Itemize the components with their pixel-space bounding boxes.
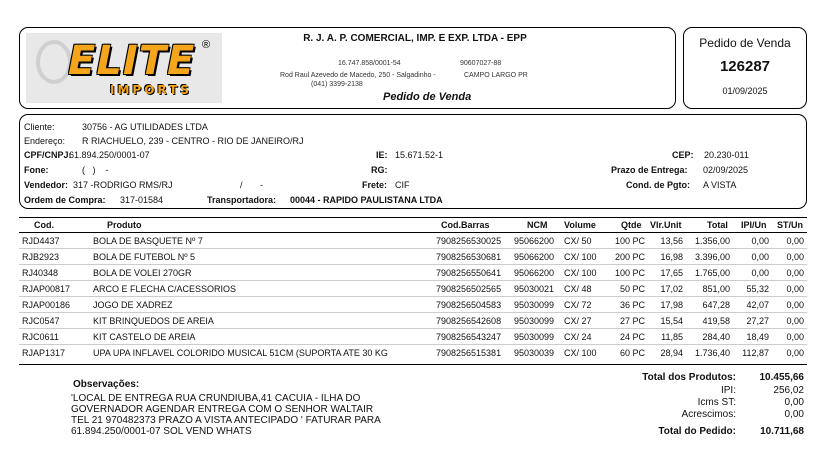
company-ie: 90607027-88 (460, 60, 502, 67)
col-header-produto: Produto (107, 220, 142, 230)
cell-ncm: 95030099 (514, 300, 555, 310)
cell-barras: 7908256543247 (436, 332, 502, 342)
observacoes-line: GOVERNADOR AGENDAR ENTREGA COM O SENHOR WALTAIR (71, 404, 374, 415)
cell-ncm: 95030021 (514, 284, 555, 294)
ie-label: IE: (376, 150, 388, 160)
table-row (20, 265, 806, 281)
company-phone: (041) 3399-2138 (311, 81, 363, 88)
cell-ipi: 18,49 (746, 332, 769, 342)
endereco-value: R RIACHUELO, 239 - CENTRO - RIO DE JANEIRO/RJ (82, 136, 304, 146)
cell-barras: 7908256530025 (436, 236, 502, 246)
row-separator (19, 328, 807, 329)
table-row (20, 281, 806, 297)
transp-label: Transportadora: (207, 195, 277, 205)
observacoes-line: TEL 21 970482373 PRAZO A VISTA ANTECIPADO ' FATURAR PARA (71, 415, 381, 426)
cell-qtde: 60 PC (619, 348, 645, 358)
total-produtos-label: Total dos Produtos: (642, 372, 736, 383)
frete-label: Frete: (362, 180, 388, 190)
cell-ncm: 95066200 (514, 268, 555, 278)
cell-qtde: 200 PC (614, 252, 645, 262)
cell-unit: 13,56 (660, 236, 683, 246)
logo-wordmark: ELITE (68, 38, 196, 84)
cell-volume: CX/ 100 (564, 268, 597, 278)
table-row (20, 249, 806, 265)
row-separator (19, 312, 807, 313)
cell-produto: ARCO E FLECHA C/ACESSORIOS (93, 284, 237, 294)
total-produtos-value: 10.455,66 (759, 372, 804, 383)
cell-total: 1.765,00 (694, 268, 730, 278)
icms-value: 0,00 (784, 397, 804, 408)
row-separator (19, 280, 807, 281)
cell-produto: KIT CASTELO DE AREIA (93, 332, 196, 342)
cell-st: 0,00 (786, 284, 804, 294)
acrescimos-label: Acrescimos: (681, 409, 736, 420)
cell-barras: 7908256530681 (436, 252, 502, 262)
cell-volume: CX/ 27 (564, 316, 592, 326)
observacoes-line: 61.894.250/0001-07 SOL VEND WHATS (71, 426, 252, 437)
cell-ipi: 55,32 (746, 284, 769, 294)
cep-value: 20.230-011 (704, 150, 749, 160)
cell-barras: 7908256515381 (436, 348, 502, 358)
cell-unit: 28,94 (660, 348, 683, 358)
company-city: CAMPO LARGO PR (464, 72, 528, 79)
cell-ipi: 0,00 (751, 236, 769, 246)
order-date: 01/09/2025 (722, 86, 768, 96)
cell-produto: JOGO DE XADREZ (93, 300, 173, 310)
cell-volume: CX/ 72 (564, 300, 592, 310)
col-header-qtde: Qtde (621, 220, 642, 230)
cell-cod: RJAP00186 (22, 300, 71, 310)
table-row (20, 297, 806, 313)
cell-ipi: 0,00 (751, 268, 769, 278)
col-header-unit: Vlr.Unit (650, 220, 682, 230)
cell-cod: RJB2923 (22, 252, 60, 262)
cliente-label: Cliente: (24, 122, 55, 132)
company-address: Rod Raul Azevedo de Macedo, 250 - Salgadinho - (280, 72, 436, 79)
total-pedido-label: Total do Pedido: (658, 426, 736, 437)
col-header-ncm: NCM (527, 220, 548, 230)
endereco-label: Endereço: (24, 136, 66, 146)
cell-volume: CX/ 24 (564, 332, 592, 342)
total-pedido-value: 10.711,68 (760, 426, 804, 437)
cell-barras: 7908256550641 (436, 268, 502, 278)
col-header-barras: Cod.Barras (441, 220, 490, 230)
cell-unit: 15,54 (660, 316, 683, 326)
cell-produto: BOLA DE FUTEBOL Nº 5 (93, 252, 195, 262)
company-name: R. J. A. P. COMERCIAL, IMP. E EXP. LTDA - EPP (303, 33, 527, 44)
cell-total: 1.356,00 (694, 236, 730, 246)
cell-volume: CX/ 50 (564, 236, 592, 246)
vendedor-extra: / - (240, 180, 264, 190)
cell-ncm: 95066200 (514, 236, 555, 246)
cell-total: 284,40 (702, 332, 730, 342)
logo-ring-graphic (36, 40, 72, 84)
cell-barras: 7908256504583 (436, 300, 502, 310)
cell-unit: 17,98 (660, 300, 683, 310)
cell-st: 0,00 (786, 236, 804, 246)
cell-produto: KIT BRINQUEDOS DE AREIA (93, 316, 214, 326)
cell-produto: BOLA DE VOLEI 270GR (93, 268, 192, 278)
observacoes-label: Observações: (73, 379, 140, 390)
vendedor-label: Vendedor: (24, 180, 69, 190)
table-row (20, 345, 806, 361)
cliente-value: 30756 - AG UTILIDADES LTDA (82, 122, 208, 132)
cell-cod: RJAP00817 (22, 284, 71, 294)
frete-value: CIF (395, 180, 410, 190)
col-header-ipi: IPI/Un (741, 220, 767, 230)
cell-ncm: 95066200 (514, 252, 555, 262)
acrescimos-value: 0,00 (784, 409, 804, 420)
col-header-cod: Cod. (34, 220, 54, 230)
cell-total: 851,00 (702, 284, 730, 294)
company-cnpj: 16.747.858/0001-54 (338, 60, 401, 67)
cell-st: 0,00 (786, 332, 804, 342)
ipi-value: 256,02 (773, 385, 804, 396)
transp-value: 00044 - RAPIDO PAULISTANA LTDA (290, 195, 443, 205)
cell-cod: RJC0547 (22, 316, 60, 326)
cell-ncm: 95030099 (514, 332, 555, 342)
prazo-value: 02/09/2025 (703, 165, 749, 175)
rg-label: RG: (371, 165, 388, 175)
col-header-total: Total (707, 220, 728, 230)
cell-produto: BOLA DE BASQUETE Nº 7 (93, 236, 203, 246)
col-header-st: ST/Un (777, 220, 803, 230)
fone-label: Fone: (24, 165, 49, 175)
cpf-label: CPF/CNPJ: (24, 150, 72, 160)
table-row (20, 329, 806, 345)
cell-ipi: 112,87 (742, 348, 769, 358)
company-logo (26, 33, 222, 103)
row-separator (19, 296, 807, 297)
cond-value: A VISTA (703, 180, 737, 190)
cell-unit: 16,98 (660, 252, 683, 262)
cell-unit: 17,02 (660, 284, 683, 294)
cell-ipi: 0,00 (751, 252, 769, 262)
row-separator (19, 248, 807, 249)
cond-label: Cond. de Pgto: (626, 180, 690, 190)
cell-ncm: 95030039 (514, 348, 555, 358)
cell-total: 3.396,00 (694, 252, 730, 262)
cell-st: 0,00 (786, 348, 804, 358)
ipi-label: IPI: (720, 385, 736, 396)
ordem-label: Ordem de Compra: (24, 195, 106, 205)
cell-unit: 17,65 (660, 268, 683, 278)
cell-produto: UPA UPA INFLAVEL COLORIDO MUSICAL 51CM (SUPORTA ATE 30 KG (93, 348, 388, 358)
row-separator (19, 264, 807, 265)
registered-icon: ® (202, 39, 211, 51)
cep-label: CEP: (672, 150, 694, 160)
cell-cod: RJC0611 (22, 332, 59, 342)
cell-volume: CX/ 100 (564, 252, 597, 262)
cell-qtde: 100 PC (614, 268, 645, 278)
order-number: 126287 (719, 58, 771, 75)
cell-ipi: 42,07 (746, 300, 769, 310)
cell-st: 0,00 (786, 316, 804, 326)
cell-cod: RJD4437 (22, 236, 60, 246)
fone-value: ( ) - (82, 165, 109, 175)
cell-volume: CX/ 48 (564, 284, 592, 294)
prazo-label: Prazo de Entrega: (611, 165, 688, 175)
cell-barras: 7908256542608 (436, 316, 502, 326)
icms-label: Icms ST: (697, 397, 736, 408)
observacoes-line: 'LOCAL DE ENTREGA RUA CRUNDIUBA,41 CACUIA - ILHA DO (71, 393, 361, 404)
table-top-line (19, 217, 807, 218)
table-row (20, 313, 806, 329)
cell-cod: RJ40348 (22, 268, 59, 278)
vendedor-value: 317 -RODRIGO RMS/RJ (73, 180, 173, 190)
cell-ncm: 95030099 (514, 316, 555, 326)
order-title: Pedido de Venda (699, 36, 791, 50)
cell-qtde: 27 PC (619, 316, 645, 326)
cell-volume: CX/ 100 (564, 348, 597, 358)
cell-total: 647,28 (702, 300, 730, 310)
ie-value: 15.671.52-1 (395, 150, 444, 160)
cell-st: 0,00 (786, 300, 804, 310)
cell-unit: 11,85 (661, 332, 683, 342)
logo-subtitle: IMPORTS (110, 83, 192, 97)
row-separator (19, 344, 807, 345)
table-bottom-line (19, 364, 807, 365)
table-row (20, 233, 806, 249)
cell-barras: 7908256502565 (436, 284, 502, 294)
cell-total: 419,58 (702, 316, 730, 326)
col-header-volume: Volume (564, 220, 596, 230)
document-title: Pedido de Venda (383, 91, 472, 103)
cell-cod: RJAP1317 (22, 348, 66, 358)
cell-qtde: 100 PC (614, 236, 645, 246)
cell-qtde: 36 PC (619, 300, 645, 310)
cell-st: 0,00 (786, 252, 804, 262)
cell-total: 1.736,40 (694, 348, 730, 358)
cell-ipi: 27,27 (746, 316, 769, 326)
cell-qtde: 24 PC (619, 332, 645, 342)
cpf-value: 61.894.250/0001-07 (69, 150, 150, 160)
cell-st: 0,00 (786, 268, 804, 278)
cell-qtde: 50 PC (619, 284, 645, 294)
ordem-value: 317-01584 (120, 195, 164, 205)
